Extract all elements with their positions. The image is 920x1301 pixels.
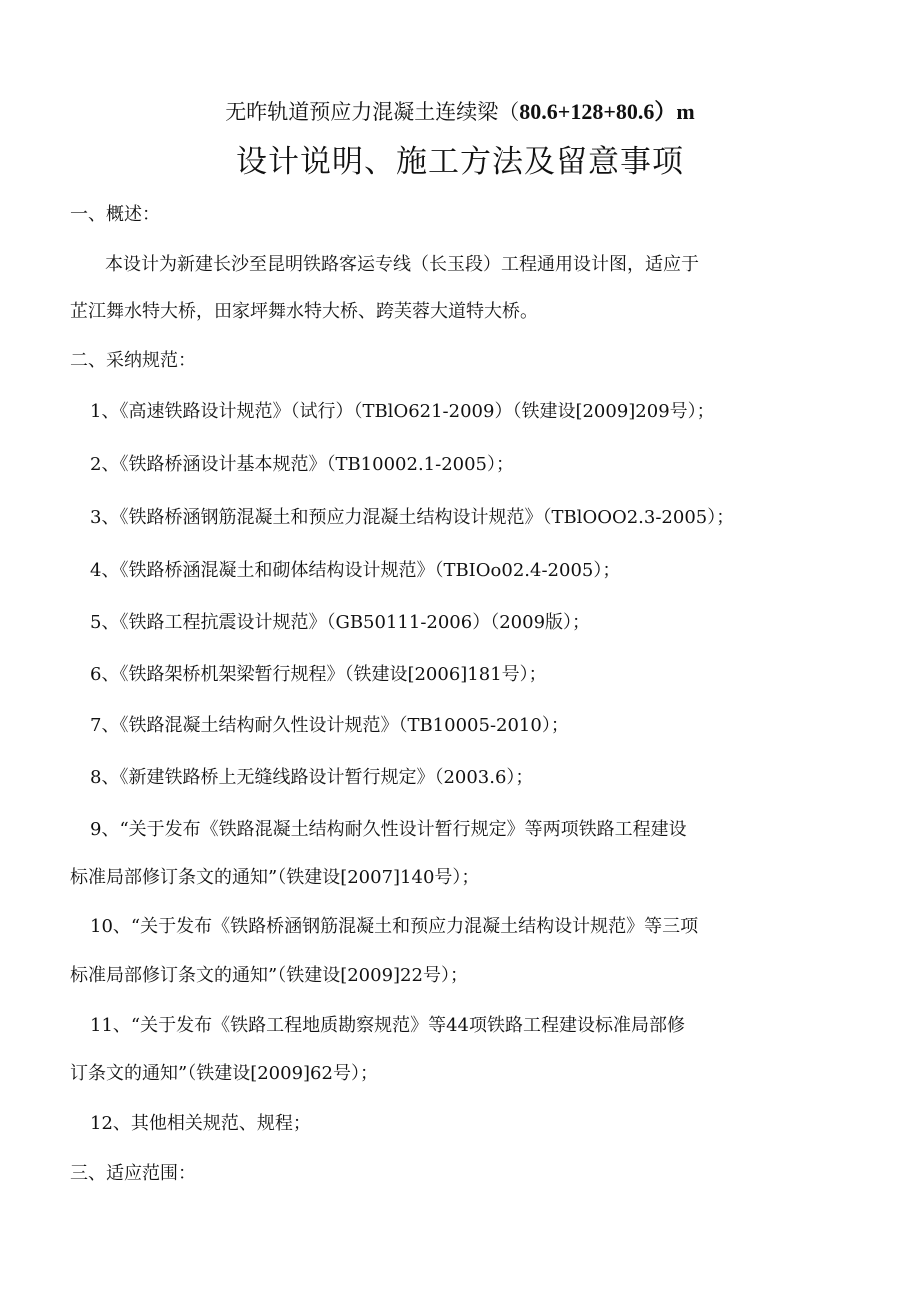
spec-item-10-line1: 10、“关于发布《铁路桥涵钢筋混凝土和预应力混凝土结构设计规范》等三项 bbox=[90, 916, 699, 937]
document-title-line1 bbox=[0, 98, 920, 126]
spec-item-8: 8、《新建铁路桥上无缝线路设计暂行规定》（2003.6）； bbox=[90, 767, 534, 788]
spec-item-11-line1: 11、“关于发布《铁路工程地质勘察规范》等44项铁路工程建设标准局部修 bbox=[90, 1015, 686, 1036]
spec-item-2: 2、《铁路桥涵设计基本规范》（TB10002.1-2005）； bbox=[90, 454, 515, 475]
spec-item-10-line2: 标准局部修订条文的通知”（铁建设[2009]22号）； bbox=[70, 965, 468, 986]
spec-item-9-line1: 9、“关于发布《铁路混凝土结构耐久性设计暂行规定》等两项铁路工程建设 bbox=[90, 819, 687, 840]
spec-item-7: 7、《铁路混凝土结构耐久性设计规范》（TB10005-2010）； bbox=[90, 715, 569, 736]
section-heading-overview: 一、概述： bbox=[70, 204, 160, 225]
spec-item-5: 5、《铁路工程抗震设计规范》（GB50111-2006）（2009版）； bbox=[90, 612, 591, 633]
title-prefix: 无昨轨道预应力混凝土连续梁（ bbox=[225, 100, 520, 124]
spec-item-11-line2: 订条文的通知”（铁建设[2009]62号）； bbox=[70, 1063, 378, 1084]
document-title-line2: 设计说明、施工方法及留意事项 bbox=[236, 144, 684, 180]
spec-item-12: 12、其他相关规范、规程； bbox=[90, 1113, 311, 1134]
section-heading-specs: 二、采纳规范： bbox=[70, 350, 196, 371]
title-suffix: ）m bbox=[654, 99, 695, 124]
spec-item-1: 1、《高速铁路设计规范》（试行）（TBlO621-2009）（铁建设[2009]209号）； bbox=[90, 401, 715, 422]
title-span-numbers: 80.6+128+80.6 bbox=[519, 99, 655, 124]
spec-item-6: 6、《铁路架桥机架梁暂行规程》（铁建设[2006]181号）； bbox=[90, 664, 547, 685]
overview-paragraph-line2: 芷江舞水特大桥，田家坪舞水特大桥、跨芙蓉大道特大桥。 bbox=[70, 301, 538, 322]
spec-item-3: 3、《铁路桥涵钢筋混凝土和预应力混凝土结构设计规范》（TBlOOO2.3-2005）； bbox=[90, 507, 735, 528]
section-heading-scope: 三、适应范围： bbox=[70, 1163, 196, 1184]
overview-paragraph-line1: 本设计为新建长沙至昆明铁路客运专线（长玉段）工程通用设计图，适应于 bbox=[105, 254, 699, 275]
spec-item-9-line2: 标准局部修订条文的通知”（铁建设[2007]140号）； bbox=[70, 867, 480, 888]
spec-item-4: 4、《铁路桥涵混凝土和砌体结构设计规范》（TBIOo02.4-2005）； bbox=[90, 560, 621, 581]
